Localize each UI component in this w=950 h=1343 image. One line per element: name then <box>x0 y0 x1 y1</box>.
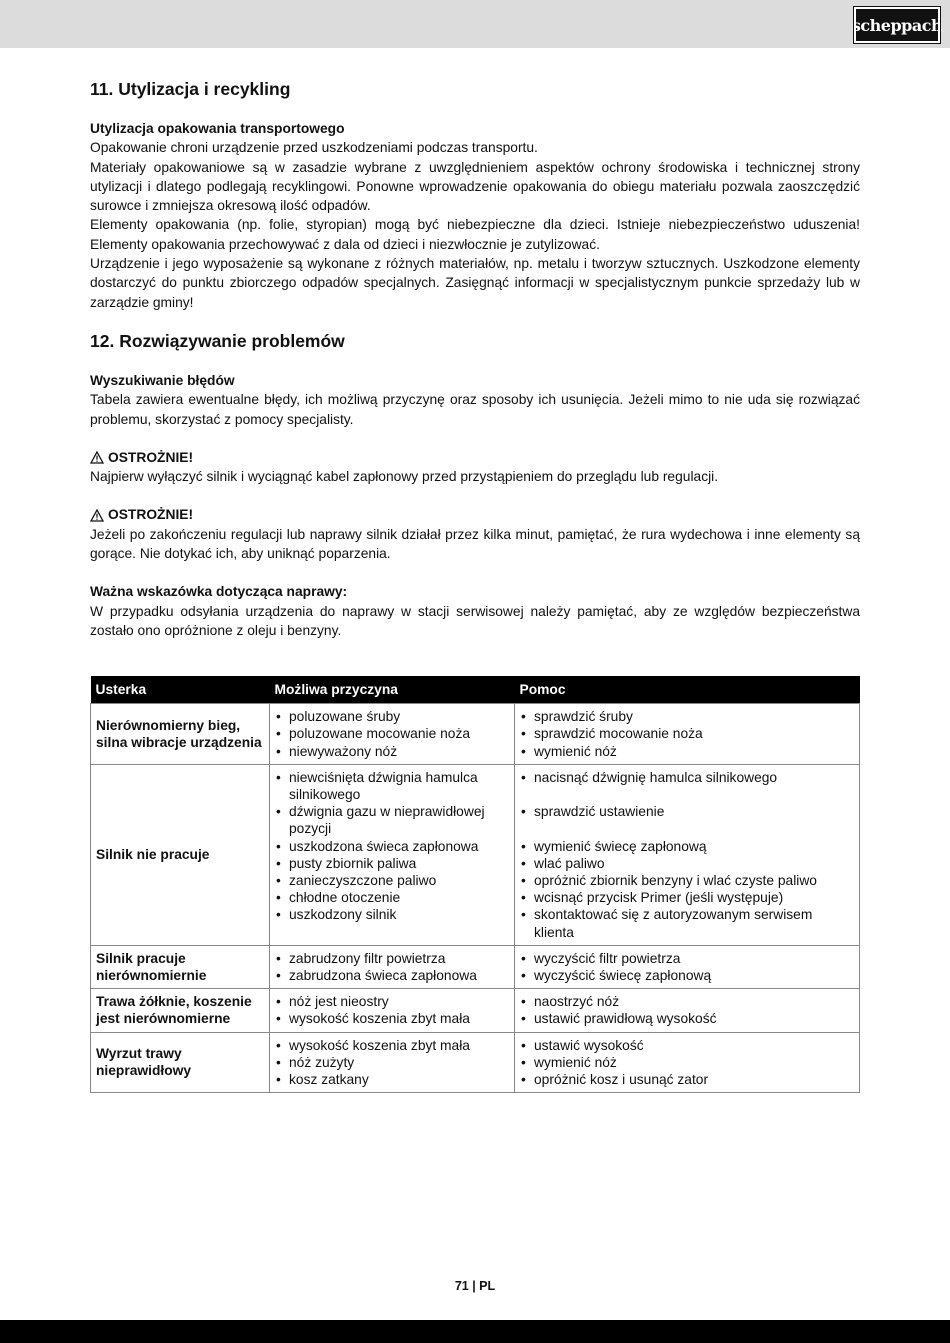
remedy-item: • wlać paliwo <box>520 855 854 872</box>
table-row <box>91 1032 860 1093</box>
remedy-item <box>520 786 854 803</box>
cause-cell <box>270 989 515 1032</box>
cause-list <box>275 708 509 760</box>
main-content <box>90 78 860 640</box>
footer-bar <box>0 1320 950 1343</box>
troubleshooting-table <box>90 676 860 1093</box>
cause-item: • zabrudzona świeca zapłonowa <box>275 967 509 984</box>
remedy-item: • sprawdzić ustawienie <box>520 803 854 820</box>
remedy-item: • wyczyścić filtr powietrza <box>520 950 854 967</box>
column-header-fault: Usterka <box>91 676 270 704</box>
warning-text: Najpierw wyłączyć silnik i wyciągnąć kabel zapłonowy przed przystąpieniem do przeglądu lub regulacji. <box>90 469 719 485</box>
cause-item: • poluzowane śruby <box>275 708 509 725</box>
section-12-subtitle: Wyszukiwanie błędów <box>90 372 235 388</box>
warning-triangle-icon <box>90 451 104 464</box>
cause-list <box>275 1037 509 1089</box>
cause-item: • niewciśnięta dźwignia hamulca silnikowego <box>275 769 509 803</box>
column-header-cause: Możliwa przyczyna <box>270 676 515 704</box>
remedy-list <box>520 950 854 984</box>
warning-title: OSTROŻNIE! <box>108 507 194 523</box>
repair-note-title: Ważna wskazówka dotycząca naprawy: <box>90 584 348 600</box>
scheppach-logo <box>851 7 943 43</box>
cause-list <box>275 769 509 924</box>
cause-item: • wysokość koszenia zbyt mała <box>275 1010 509 1027</box>
remedy-list <box>520 993 854 1027</box>
paragraph: Tabela zawiera ewentualne błędy, ich możliwą przyczynę oraz sposoby ich usunięcia. Jeżeli mimo to nie uda się rozwiązać problemu, skorzystać z pomocy specjalisty. <box>90 392 860 427</box>
cause-list <box>275 993 509 1027</box>
cause-item: • poluzowane mocowanie noża <box>275 725 509 742</box>
remedy-list <box>520 769 854 941</box>
table-row <box>91 989 860 1032</box>
fault-cell: Silnik nie pracuje <box>91 764 270 945</box>
paragraph: Elementy opakowania (np. folie, styropian) mogą być niebezpieczne dla dzieci. Istnieje niebezpieczeństwo uduszenia! Elementy opakowania przechowywać z dala od dzieci i niezwłocznie je zutylizować. <box>90 217 860 252</box>
fault-cell: Silnik pracuje nierównomiernie <box>91 945 270 988</box>
fault-cell: Trawa żółknie, koszenie jest nierównomierne <box>91 989 270 1032</box>
remedy-item <box>520 820 854 837</box>
paragraph: Opakowanie chroni urządzenie przed uszkodzeniami podczas transportu. <box>90 140 538 156</box>
remedy-list <box>520 1037 854 1089</box>
warning-title: OSTROŻNIE! <box>108 449 194 465</box>
table-row <box>91 945 860 988</box>
section-12-title: 12. Rozwiązywanie problemów <box>90 330 345 351</box>
section-11-title: 11. Utylizacja i recykling <box>90 79 291 99</box>
table-body <box>91 704 860 1093</box>
remedy-cell <box>515 945 860 988</box>
paragraph: Urządzenie i jego wyposażenie są wykonane z różnych materiałów, np. metalu i tworzyw sztucznych. Uszkodzone elementy dostarczyć do punktu zbiorczego odpadów specjalnych. Zasięgnąć informacji w specjalistycznym punkcie sprzedaży lub w zarządzie gminy! <box>90 256 860 310</box>
cause-item: • pusty zbiornik paliwa <box>275 855 509 872</box>
paragraph: Materiały opakowaniowe są w zasadzie wybrane z uwzględnieniem aspektów ochrony środowiska i technicznej strony utylizacji i dlatego podlegają recyklingowi. Ponowne wprowadzenie opakowania do obiegu materiału pozwala zaoszczędzić surowce i zmniejsza okresową ilość odpadów. <box>90 159 860 214</box>
cause-cell <box>270 704 515 765</box>
cause-item: • zabrudzony filtr powietrza <box>275 950 509 967</box>
remedy-item: • sprawdzić mocowanie noża <box>520 725 854 742</box>
warning-heading <box>90 448 860 467</box>
cause-list <box>275 950 509 984</box>
remedy-item: • wcisnąć przycisk Primer (jeśli występuje) <box>520 889 854 906</box>
warning-text: Jeżeli po zakończeniu regulacji lub naprawy silnik działał przez kilka minut, pamiętać, że rura wydechowa i inne elementy są gorące. Nie dotykać ich, aby uniknąć poparzenia. <box>90 526 860 562</box>
cause-item: • kosz zatkany <box>275 1071 509 1088</box>
remedy-cell <box>515 989 860 1032</box>
remedy-item: • wymienić świecę zapłonową <box>520 838 854 855</box>
cause-cell <box>270 764 515 945</box>
logo-text: scheppach <box>851 15 943 35</box>
cause-item: • wysokość koszenia zbyt mała <box>275 1037 509 1054</box>
remedy-item: • opróżnić kosz i usunąć zator <box>520 1071 854 1088</box>
table-header-row <box>91 676 860 704</box>
table-row <box>91 764 860 945</box>
fault-cell: Nierównomierny bieg, silna wibracje urządzenia <box>91 704 270 765</box>
cause-item: • nóż jest nieostry <box>275 993 509 1010</box>
page-number: 71 | PL <box>454 1279 496 1293</box>
cause-item: • nóż zużyty <box>275 1054 509 1071</box>
column-header-remedy: Pomoc <box>515 676 860 704</box>
remedy-list <box>520 708 854 760</box>
table-row <box>91 704 860 765</box>
header-bar <box>0 0 950 48</box>
warning-triangle-icon <box>90 509 104 522</box>
warning-heading <box>90 505 860 524</box>
fault-cell: Wyrzut trawy nieprawidłowy <box>91 1032 270 1093</box>
remedy-item: • wymienić nóż <box>520 1054 854 1071</box>
cause-item: • chłodne otoczenie <box>275 889 509 906</box>
remedy-cell <box>515 704 860 765</box>
cause-item: • niewyważony nóż <box>275 743 509 760</box>
remedy-cell <box>515 764 860 945</box>
cause-item: • uszkodzony silnik <box>275 906 509 923</box>
remedy-item: • wymienić nóż <box>520 743 854 760</box>
cause-cell <box>270 1032 515 1093</box>
remedy-item: • ustawić prawidłową wysokość <box>520 1010 854 1027</box>
remedy-item: • wyczyścić świecę zapłonową <box>520 967 854 984</box>
remedy-item: • opróżnić zbiornik benzyny i wlać czyste paliwo <box>520 872 854 889</box>
cause-item: • uszkodzona świeca zapłonowa <box>275 838 509 855</box>
repair-note-text: W przypadku odsyłania urządzenia do naprawy w stacji serwisowej należy pamiętać, aby ze względów bezpieczeństwa zostało ono opróżnione z oleju i benzyny. <box>90 603 860 638</box>
remedy-item: • naostrzyć nóż <box>520 993 854 1010</box>
cause-item: • dźwignia gazu w nieprawidłowej pozycji <box>275 803 509 837</box>
cause-cell <box>270 945 515 988</box>
section-11-subtitle: Utylizacja opakowania transportowego <box>90 121 345 136</box>
remedy-item: • nacisnąć dźwignię hamulca silnikowego <box>520 769 854 786</box>
remedy-item: • sprawdzić śruby <box>520 708 854 725</box>
remedy-item: • ustawić wysokość <box>520 1037 854 1054</box>
remedy-item: • skontaktować się z autoryzowanym serwisem klienta <box>520 906 854 940</box>
remedy-cell <box>515 1032 860 1093</box>
cause-item: • zanieczyszczone paliwo <box>275 872 509 889</box>
